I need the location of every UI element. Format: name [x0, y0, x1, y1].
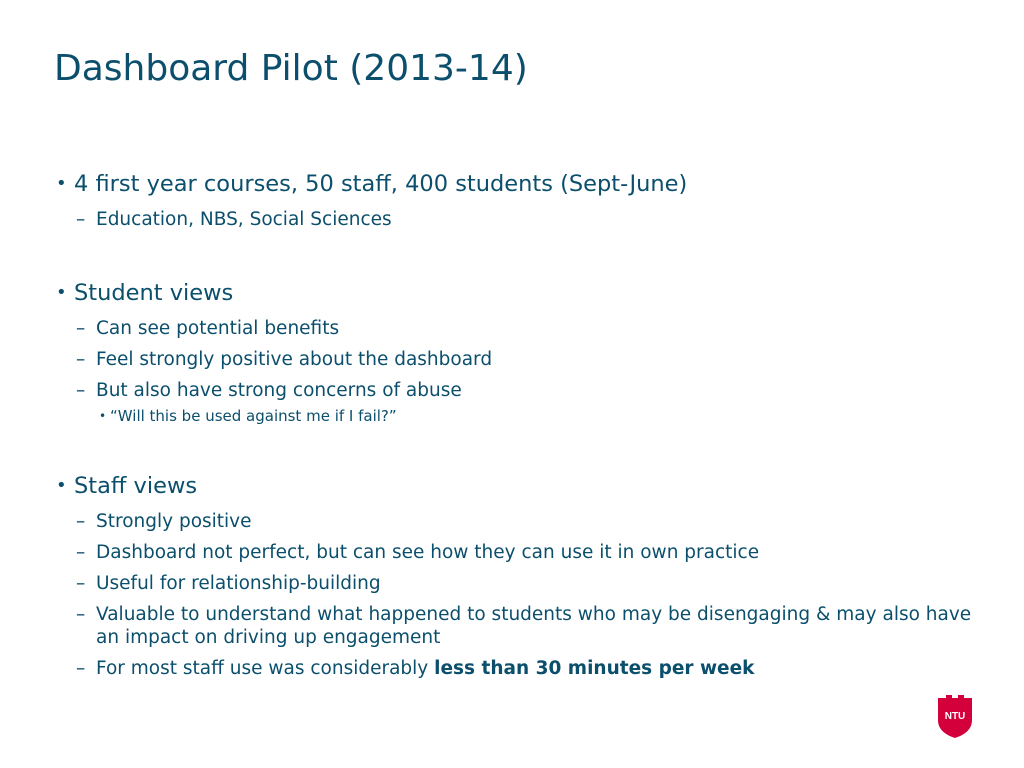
dash-icon: – [76, 380, 86, 401]
sub-bullet: – Can see potential benefits [76, 318, 340, 339]
staff-use-text: For most staff use was considerably [96, 658, 435, 679]
dash-icon: – [76, 573, 86, 594]
sub-bullet: – Strongly positive [76, 511, 252, 532]
staff-use-emphasis: less than 30 minutes per week [434, 658, 755, 679]
sub-bullet: – Valuable to understand what happened to students who may be disengaging & may also have an impact on driving up engagement [76, 604, 972, 648]
dash-icon: – [76, 604, 86, 625]
dash-icon: – [76, 542, 86, 563]
bullet-staff-views: • Staff views [56, 470, 976, 502]
dash-icon: – [76, 349, 86, 370]
dash-icon: – [76, 209, 86, 230]
slide-content [56, 168, 976, 680]
sub-bullet: – Feel strongly positive about the dashboard [76, 349, 493, 370]
ntu-logo [936, 694, 974, 738]
slide-title: Dashboard Pilot (2013-14) [54, 48, 528, 89]
bullet-courses: • 4 first year courses, 50 staff, 400 students (Sept-June) [56, 168, 976, 200]
logo-text: NTU [944, 711, 966, 722]
dash-icon: – [76, 511, 86, 532]
bullet-dot-icon: • [99, 409, 107, 423]
bullet-dot-icon: • [56, 173, 67, 194]
bullet-dot-icon: • [56, 475, 67, 496]
sub-bullet: – Dashboard not perfect, but can see how they can use it in own practice [76, 542, 760, 563]
sub-sub-bullet: • “Will this be used against me if I fail?” [99, 407, 397, 425]
dash-icon: – [76, 318, 86, 339]
dash-icon: – [76, 658, 86, 679]
sub-bullet: – But also have strong concerns of abuse [76, 380, 462, 401]
sub-bullet [56, 657, 976, 680]
bullet-student-views: • Student views [56, 277, 976, 309]
sub-bullet: – Useful for relationship-building [76, 573, 381, 594]
bullet-dot-icon: • [56, 282, 67, 303]
sub-bullet: – Education, NBS, Social Sciences [76, 209, 392, 230]
